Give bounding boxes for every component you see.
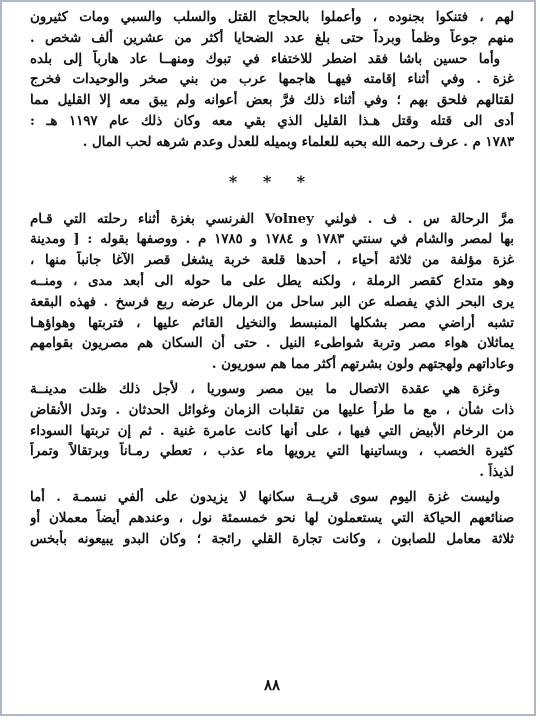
text-line: لذيذاً .	[479, 465, 514, 481]
paragraph-3	[30, 380, 514, 484]
text-line: منهم جوعاً وظمأً وبرداً حتى بلغ عدد الضحايا أكثر من عشرين ألف شخص .	[30, 30, 514, 46]
text-line: أدى الى قتله وقتل هـذا القليل الذي بقي معه وكان ذلك عام ١١٩٧ هـ :	[30, 113, 514, 129]
text-line: كثيرة الخصب ، وبساتينها التي يرويها ماء عذب ، تعطي رمـاناً وبرتقالاً وتمراً	[30, 444, 514, 460]
text-line: مرَّ الرحالة س . ف . فولني Volney الفرنسي بغزة أثناء رحلته التي قـام	[30, 211, 514, 227]
text-line: صنائعهم الحياكة التي يستعملون لها نحو خمسمئة نول ، وعندهم أيضاً معملان أو	[30, 510, 514, 526]
text-line: غزة . وفي أثناء إقامته فيهـا هاجمها عرب من بني صخر والوحيدات فخرج	[30, 72, 514, 88]
book-page	[30, 8, 514, 708]
paragraph-1	[30, 8, 514, 154]
text-line: من الرخام الأبيض التي فيها ، على أنها كانت عامرة غنية . ثم إن تربتها السوداء	[30, 423, 514, 439]
text-line: ثلاثة معامل للصابون ، وكانت تجارة القلي رائجة ؛ وكان البدو يبيعونه بأبخس	[30, 531, 514, 547]
text-line: وليست غزة اليوم سوى قريــة سكانها لا يزيدون على ألفي نسمـة . أما	[30, 489, 500, 505]
text-line: وعاداتهم ولهجتهم ولون بشرتهم أكثر مما هم سوريون .	[211, 357, 514, 373]
section-separator: * * *	[228, 171, 316, 191]
page-number: ٨٨	[263, 676, 281, 694]
text-line: بها لمصر والشام في سنتي ١٧٨٣ و ١٧٨٤ و ١٧٨٥ م . ووصفها بقوله : [ ومدينة	[30, 232, 514, 248]
text-line: ذات شأن ، مع ما طرأ عليها من تقلبات الزمان وغوائل الحدثان . وتدل الأنقاض	[30, 402, 514, 418]
text-line: يرى البحر الذي يفصله عن البر ساحل من الرمال عرضه ربع فرسخ . فهذه البقعة	[30, 294, 514, 310]
text-line: لهم ، فتنكوا بجنوده ، وأعملوا بالحجاج القتل والسلب والسبي ومات كثيرون	[30, 10, 514, 25]
paragraph-2	[30, 210, 514, 376]
text-line: لقتالهم فلحق بهم ؛ وفي أثناء ذلك فرَّ بعض أعوانه ولم يبق معه إلا القليل مما	[30, 93, 514, 109]
paragraph-4	[30, 488, 514, 550]
text-line: وغزة هي عقدة الاتصال ما بين مصر وسوريا ، لأجل ذلك ظلت مدينــة	[30, 381, 500, 397]
text-line: وهو متداع كقصر الرملة ، ولكنه يطل على ما حوله الى أبعد مدى ، ومنــه	[30, 273, 514, 289]
text-line: ١٧٨٣ م . عرف رحمه الله بحبه للعلماء وبميله للعدل وعدم شرهه لحب المال .	[82, 134, 514, 150]
text-line: يماثلان هواء مصر وتربة شواطىء النيل . حتى أن السكان هم مصريون بقوامهم	[30, 336, 514, 352]
text-line: وأما حسين باشا فقد اضطر للاختفاء في تبوك ومنهــا عاد هارباً إلى بلده	[30, 51, 500, 67]
text-line: تشبه أراضي مصر بشكلها المنبسط والنخيل القائم عليها ، فتربتها وهواؤهـا	[30, 315, 514, 331]
text-line: غزة مؤلفة من ثلاثة أحياء ، أحدها قلعة خربة يشغل قصر الآغا جانباً منها ،	[30, 253, 514, 269]
